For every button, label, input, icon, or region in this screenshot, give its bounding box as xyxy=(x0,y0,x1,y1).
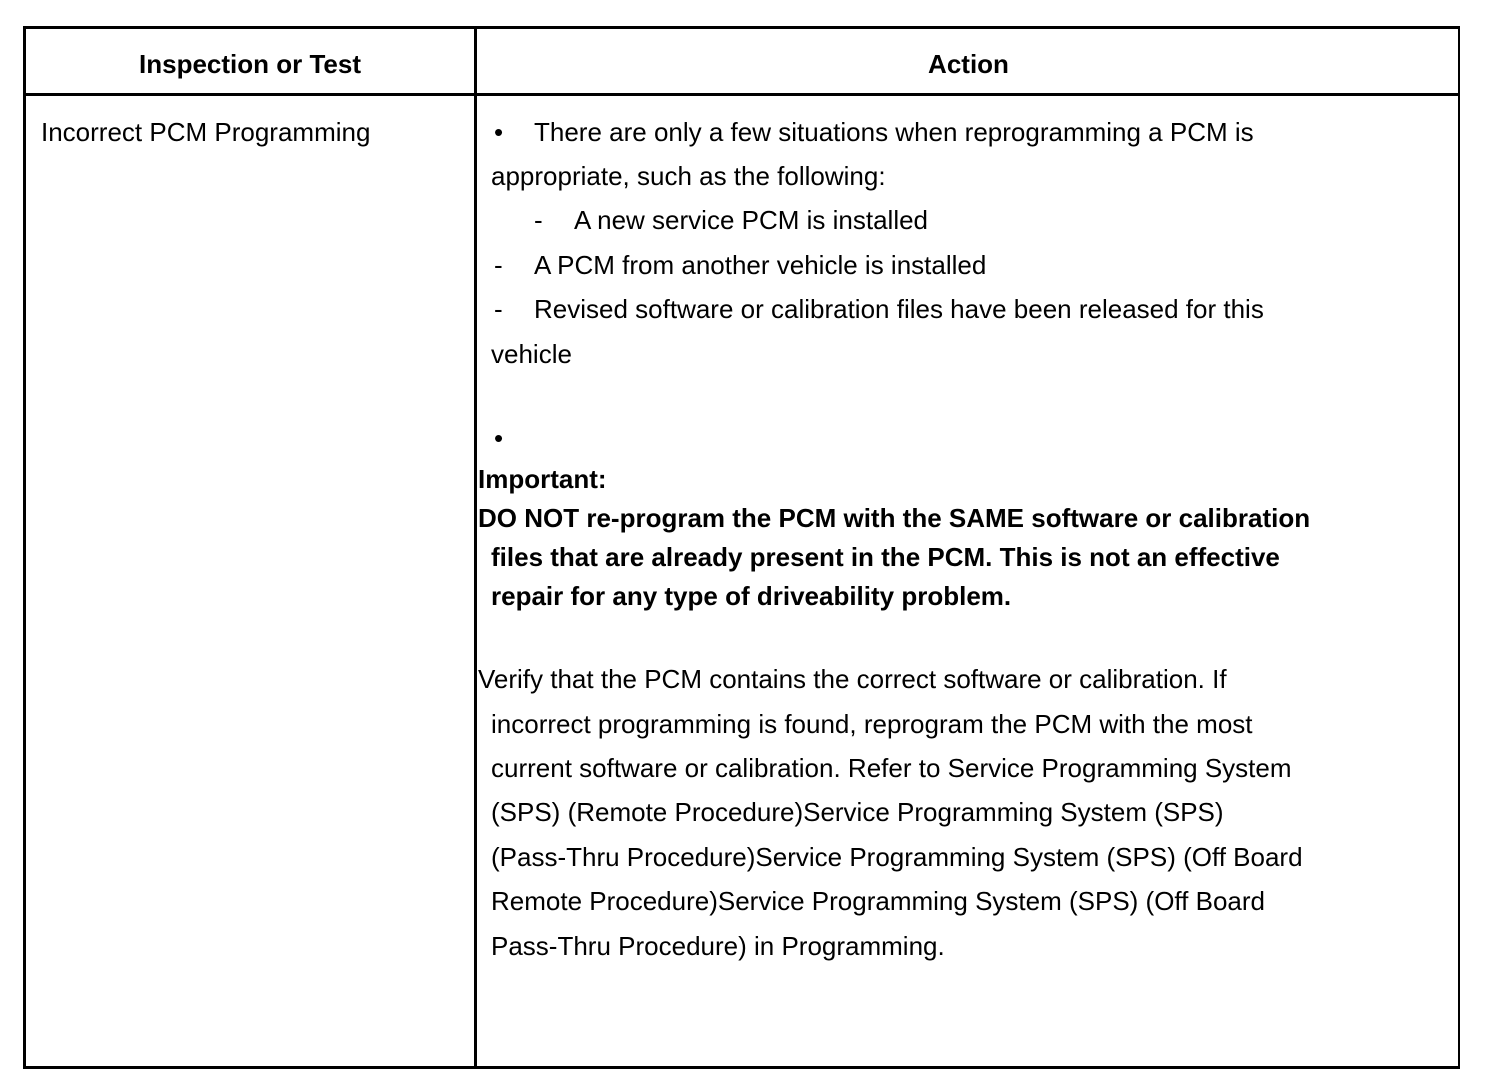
verify-line-2: incorrect programming is found, reprogram the PCM with the most xyxy=(491,709,1253,739)
important-label: Important: xyxy=(478,464,607,494)
important-bullet: • xyxy=(494,423,504,453)
sub-item-1: - A new service PCM is installed xyxy=(534,205,929,235)
intro-line-1: There are only a few situations when reprogramming a PCM is xyxy=(534,117,1254,147)
intro-line-2: appropriate, such as the following: xyxy=(491,161,886,191)
verify-line-5: (Pass-Thru Procedure)Service Programming System (SPS) (Off Board xyxy=(491,842,1303,872)
bullet-glyph: • xyxy=(494,117,504,147)
intro-bullet-item xyxy=(494,117,1254,147)
important-line-2: files that are already present in the PCM. This is not an effective xyxy=(491,542,1280,572)
verify-line-6: Remote Procedure)Service Programming System (SPS) (Off Board xyxy=(491,886,1266,916)
verify-line-7: Pass-Thru Procedure) in Programming. xyxy=(491,931,945,961)
important-line-1: DO NOT re-program the PCM with the SAME software or calibration xyxy=(478,503,1311,533)
sub-item-3-line-2: vehicle xyxy=(491,339,572,369)
dash-glyph: - xyxy=(494,294,503,324)
sub-item-2: - A PCM from another vehicle is installed xyxy=(494,250,987,280)
verify-line-1: Verify that the PCM contains the correct software or calibration. If xyxy=(478,664,1227,694)
column-divider xyxy=(474,29,477,1066)
verify-line-4: (SPS) (Remote Procedure)Service Programming System (SPS) xyxy=(491,797,1224,827)
header-action: Action xyxy=(928,49,1009,79)
inspection-cell: Incorrect PCM Programming xyxy=(41,117,371,147)
header-divider xyxy=(26,93,1458,96)
diagnostic-table xyxy=(23,26,1460,1069)
header-inspection: Inspection or Test xyxy=(139,49,361,79)
sub-item-3: - Revised software or calibration files have been released for this xyxy=(494,294,1264,324)
dash-glyph: - xyxy=(534,205,543,235)
important-line-3: repair for any type of driveability problem. xyxy=(491,581,1012,611)
verify-line-3: current software or calibration. Refer to Service Programming System xyxy=(491,753,1292,783)
dash-glyph: - xyxy=(494,250,503,280)
